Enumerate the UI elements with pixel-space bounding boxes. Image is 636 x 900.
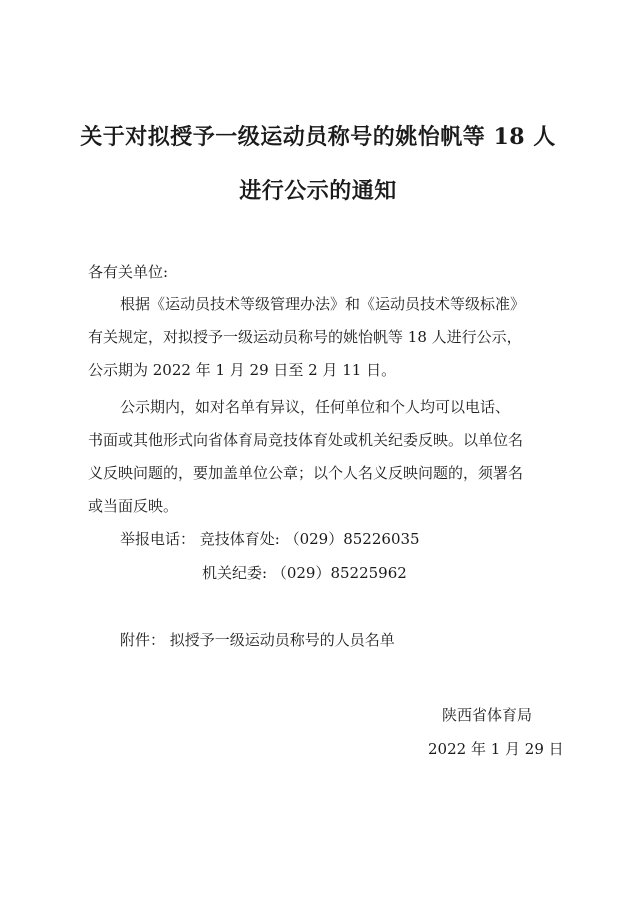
issue-date: 2022 年 1 月 29 日 [428, 740, 564, 758]
paragraph-2-line-1: 公示期内，如对名单有异议，任何单位和个人均可以电话、 [120, 398, 511, 416]
paragraph-1-line-3: 公示期为 2022 年 1 月 29 日至 2 月 11 日。 [88, 361, 397, 379]
report-phone-sports-dept: 举报电话： 竞技体育处: （029）85226035 [120, 530, 420, 548]
paragraph-2-line-3: 义反映问题的，要加盖单位公章；以个人名义反映问题的，须署名 [88, 464, 524, 482]
report-phone-discipline-committee: 机关纪委: （029）85225962 [202, 564, 407, 582]
attachment-note: 附件： 拟授予一级运动员称号的人员名单 [120, 631, 395, 649]
issuer-name: 陕西省体育局 [442, 706, 533, 724]
paragraph-2-line-2: 书面或其他形式向省体育局竞技体育处或机关纪委反映。以单位名 [88, 431, 524, 449]
paragraph-1-line-1: 根据《运动员技术等级管理办法》和《运动员技术等级标准》 [120, 295, 526, 313]
document-title-line-2: 进行公示的通知 [239, 178, 397, 204]
salutation: 各有关单位: [88, 263, 169, 281]
paragraph-2-line-4: 或当面反映。 [88, 497, 179, 515]
paragraph-1-line-2: 有关规定，对拟授予一级运动员称号的姚怡帆等 18 人进行公示， [88, 328, 522, 346]
document-title-line-1: 关于对拟授予一级运动员称号的姚怡帆等 18 人 [80, 124, 556, 150]
